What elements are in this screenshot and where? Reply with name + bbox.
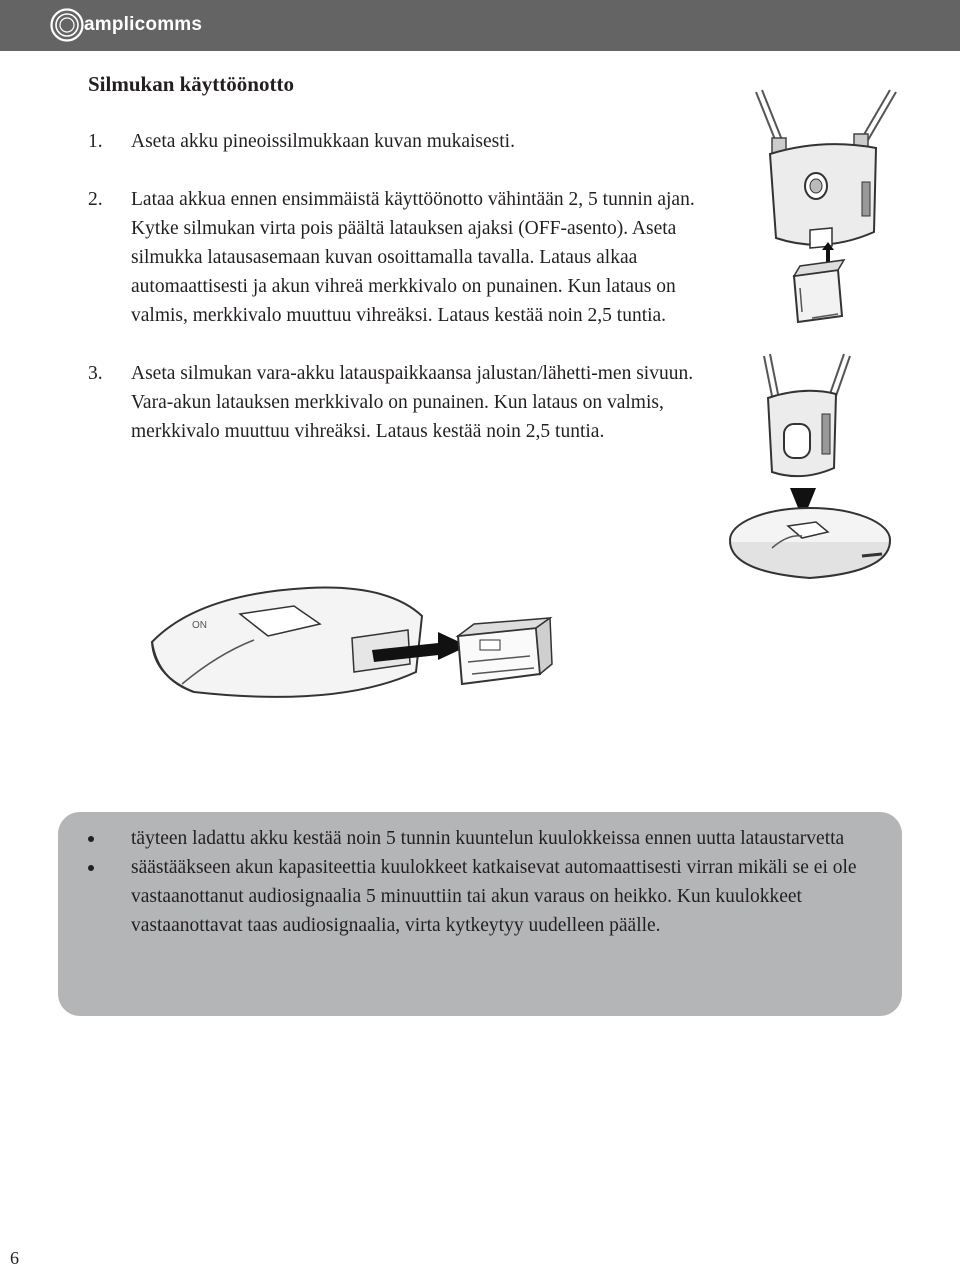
note-text: täyteen ladattu akku kestää noin 5 tunnin kuuntelun kuulokkeissa ennen uutta lataustarvetta <box>131 828 845 849</box>
step-text: Aseta silmukan vara-akku latauspaikkaansa jalustan/lähetti-men sivuun. Vara-akun latauksen merkkivalo on punainen. Kun lataus on valmis, merkkivalo muuttuu vihreäksi. Lataus kestää noin 2,5 tuntia. <box>131 363 694 442</box>
list-item <box>74 853 874 940</box>
step-item <box>88 359 718 446</box>
svg-text:ON: ON <box>192 620 207 631</box>
amplicomms-logo <box>50 8 202 42</box>
header-bar <box>0 0 960 51</box>
page-number: 6 <box>10 1248 19 1268</box>
notes-list <box>74 824 874 940</box>
neckloop-charging-base-illustration <box>712 350 908 592</box>
step-number: 1. <box>88 131 103 152</box>
note-text: säästääkseen akun kapasiteettia kuulokkeet katkaisevat automaattisesti virran mikäli se ei ole vastaanottanut audiosignaalia 5 minuuttiin tai akun varaus on heikko. Kun kuulokkeet vastaanottavat taas audiosignaalia, virta kytkeytyy uudelleen päälle. <box>131 857 857 936</box>
step-number: 3. <box>88 363 103 384</box>
bullet-dot-icon <box>88 865 94 871</box>
step-text: Lataa akkua ennen ensimmäistä käyttöönotto vähintään 2, 5 tunnin ajan. Kytke silmukan virta pois päältä latauksen ajaksi (OFF-asento). Aseta silmukka latausasemaan kuvan osoittamalla tavalla. Lataus alkaa automaattisesti ja akun vihreä merkkivalo on punainen. Kun lataus on valmis, merkkivalo muuttuu vihreäksi. Lataus kestää noin 2,5 tuntia. <box>131 189 695 326</box>
steps-list <box>88 127 718 475</box>
neckloop-battery-insert-illustration <box>742 82 908 340</box>
step-item <box>88 185 718 330</box>
bullet-dot-icon <box>88 836 94 842</box>
list-item <box>74 824 874 853</box>
step-number: 2. <box>88 189 103 210</box>
section-title: Silmukan käyttöönotto <box>88 72 294 96</box>
logo-text: amplicomms <box>84 14 203 35</box>
step-item <box>88 127 718 156</box>
spare-battery-charging-illustration <box>138 580 568 720</box>
step-text: Aseta akku pineoissilmukkaan kuvan mukaisesti. <box>131 131 515 152</box>
